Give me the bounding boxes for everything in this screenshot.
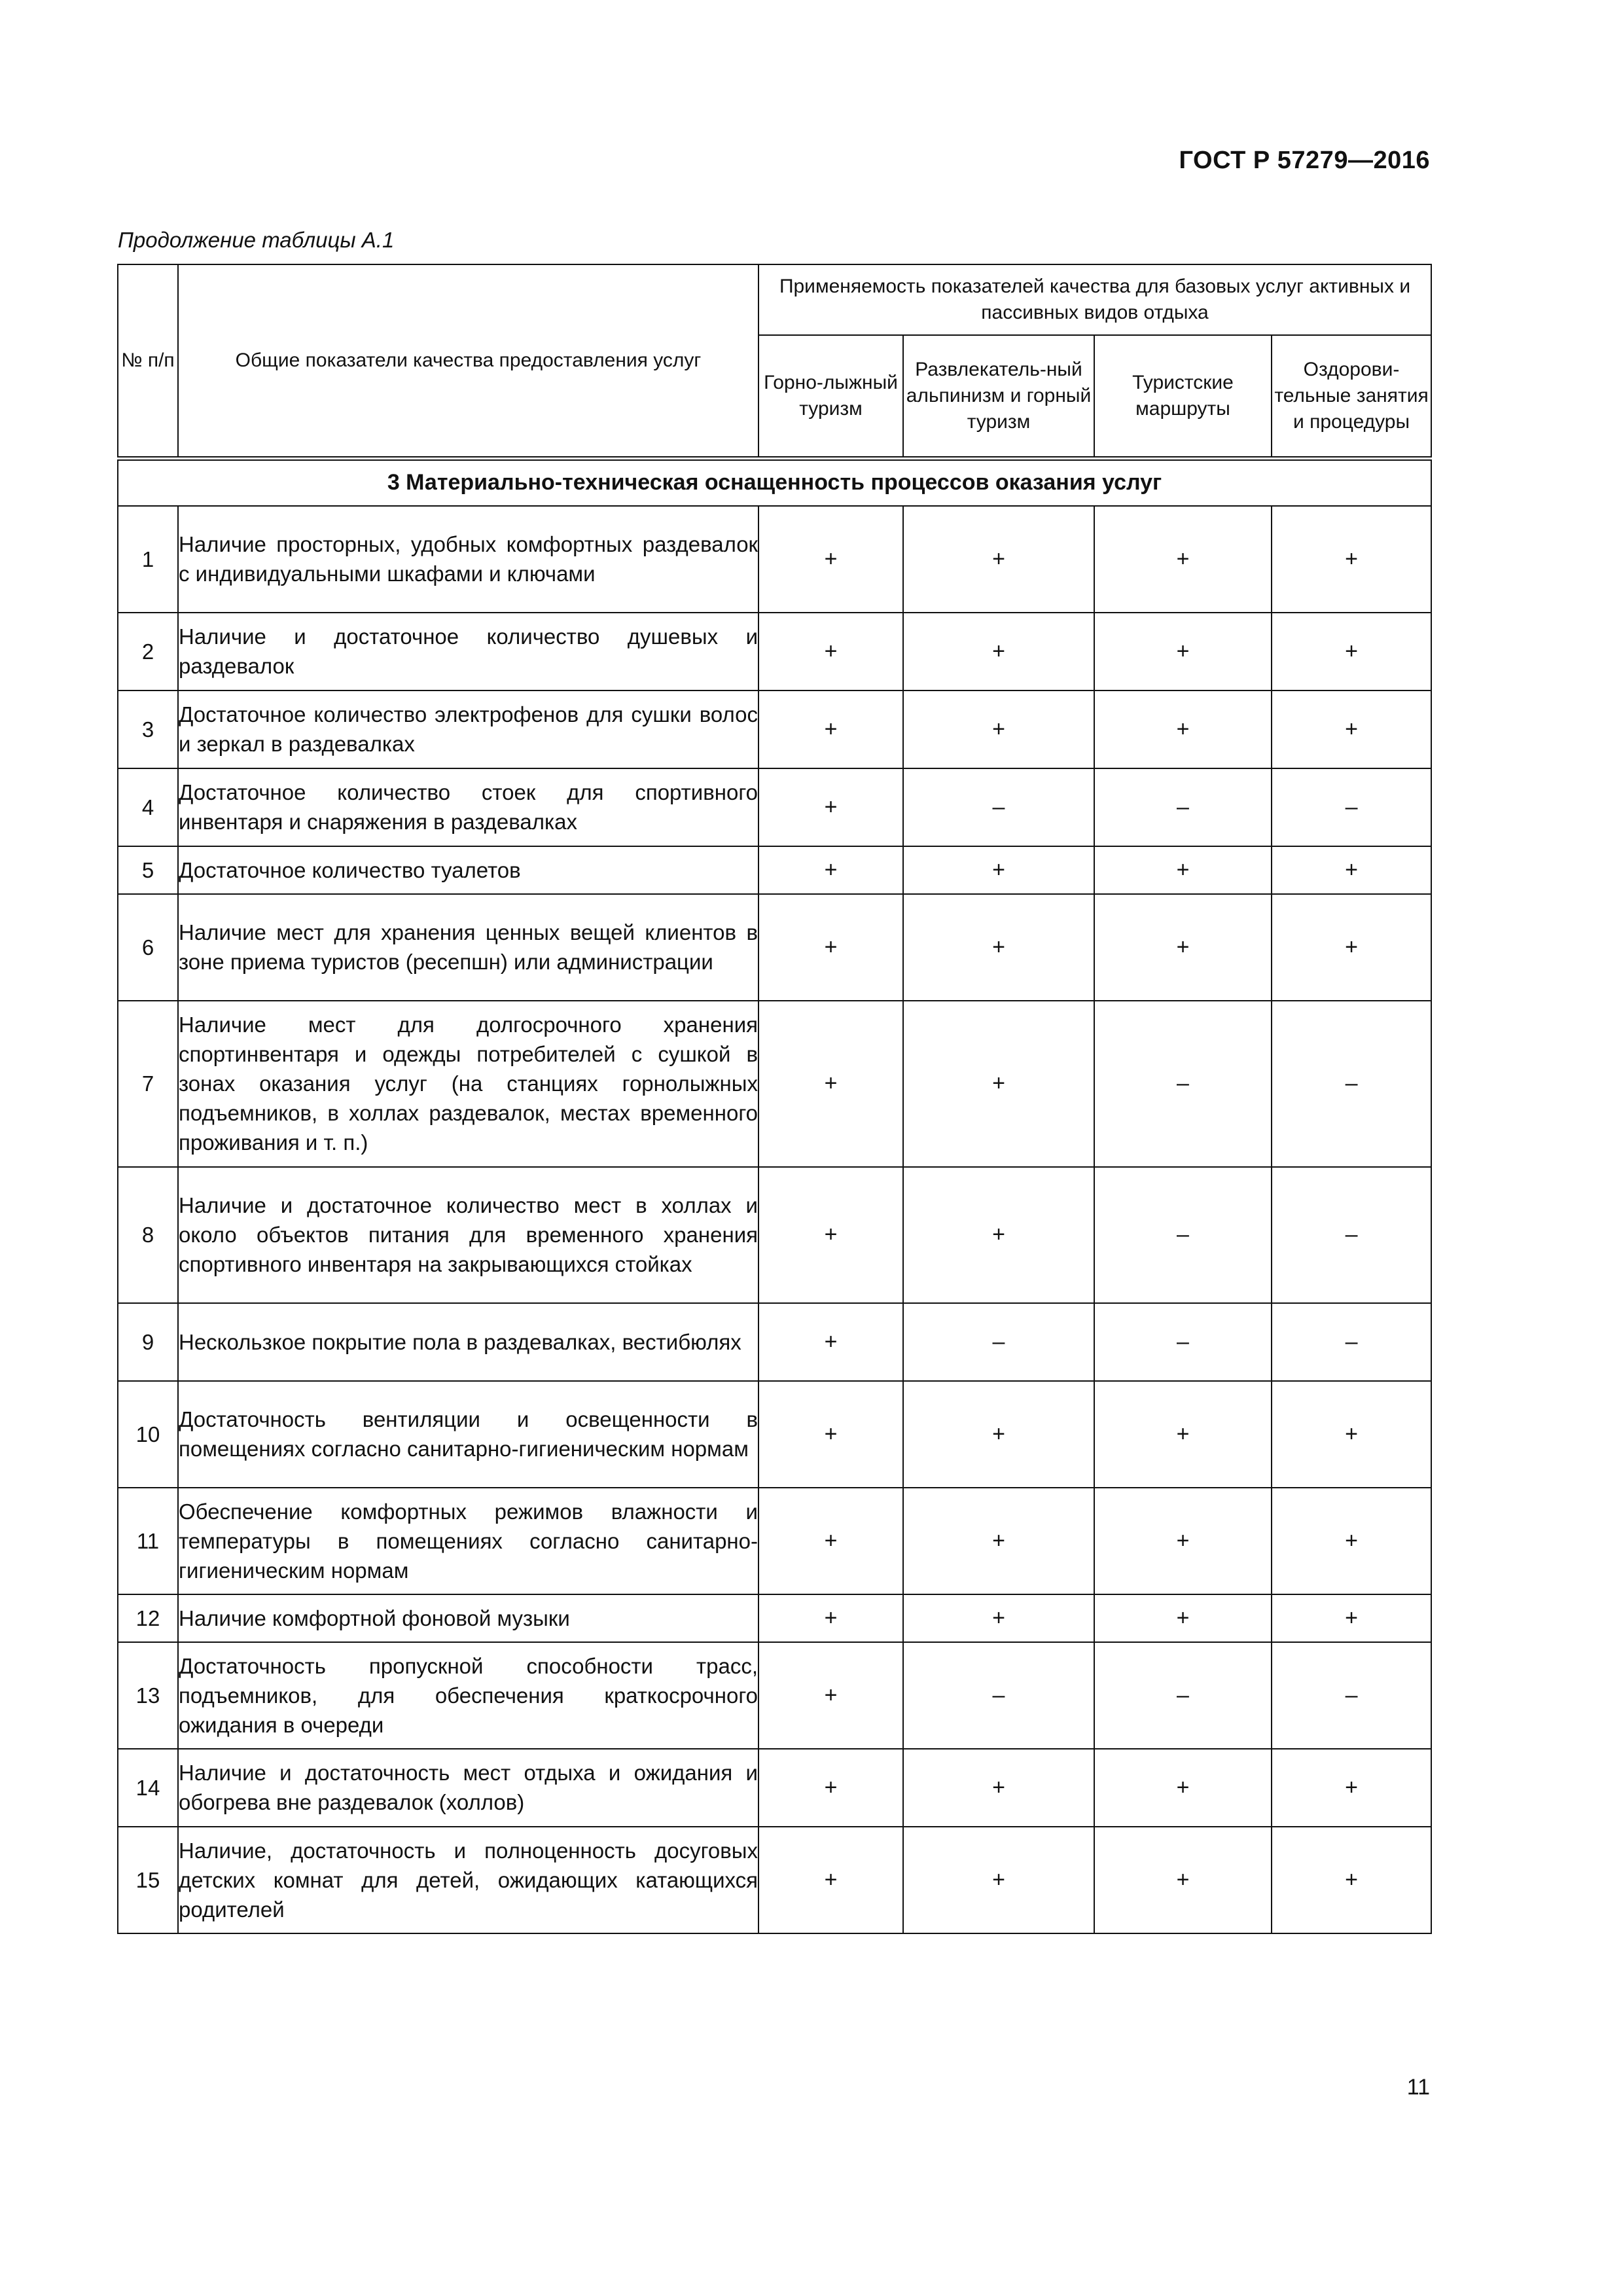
table-row: [118, 1303, 1431, 1381]
applicability-mark: –: [1094, 1642, 1272, 1749]
row-number: 8: [118, 1167, 178, 1303]
row-description: Достаточность вентиляции и освещенности в помещениях согласно санитарно-гигиеническим нормам: [178, 1381, 758, 1488]
column-header-ski-tourism: Горно-лыжный туризм: [758, 335, 903, 458]
applicability-mark: +: [1272, 506, 1431, 613]
applicability-mark: +: [903, 894, 1094, 1001]
document-code: ГОСТ Р 57279—2016: [1179, 147, 1430, 174]
row-number: 7: [118, 1001, 178, 1167]
row-description: Достаточное количество туалетов: [178, 846, 758, 894]
applicability-mark: +: [1094, 1381, 1272, 1488]
applicability-mark: +: [758, 1167, 903, 1303]
applicability-mark: +: [758, 1001, 903, 1167]
applicability-mark: +: [1094, 506, 1272, 613]
applicability-mark: +: [1094, 613, 1272, 691]
applicability-mark: +: [758, 1488, 903, 1594]
row-description: Наличие мест для хранения ценных вещей клиентов в зоне приема туристов (ресепшн) или администрации: [178, 894, 758, 1001]
applicability-mark: +: [758, 613, 903, 691]
row-number: 6: [118, 894, 178, 1001]
applicability-mark: –: [1094, 1167, 1272, 1303]
applicability-mark: –: [1272, 1001, 1431, 1167]
table-row: [118, 1488, 1431, 1594]
row-description: Достаточность пропускной способности трасс, подъемников, для обеспечения краткосрочного ожидания в очереди: [178, 1642, 758, 1749]
applicability-mark: +: [758, 1642, 903, 1749]
column-header-wellness: Оздорови-тельные занятия и процедуры: [1272, 335, 1431, 458]
applicability-mark: +: [1272, 1488, 1431, 1594]
applicability-mark: +: [903, 1001, 1094, 1167]
table-row: [118, 506, 1431, 613]
applicability-mark: +: [1094, 1827, 1272, 1933]
table-row: [118, 846, 1431, 894]
applicability-mark: +: [758, 846, 903, 894]
applicability-mark: +: [903, 1488, 1094, 1594]
row-number: 1: [118, 506, 178, 613]
row-number: 11: [118, 1488, 178, 1594]
row-description: Наличие мест для долгосрочного хранения спортинвентаря и одежды потребителей с сушкой в зонах оказания услуг (на станциях горнолыжных подъемников, в холлах раздевалок, местах временного проживания и т. п.): [178, 1001, 758, 1167]
applicability-mark: +: [1094, 846, 1272, 894]
row-number: 5: [118, 846, 178, 894]
applicability-mark: +: [903, 1167, 1094, 1303]
row-number: 15: [118, 1827, 178, 1933]
applicability-mark: +: [903, 691, 1094, 768]
quality-indicators-table: [117, 264, 1432, 1934]
applicability-mark: –: [1094, 1303, 1272, 1381]
table-row: [118, 1594, 1431, 1642]
table-row: [118, 1827, 1431, 1933]
applicability-mark: –: [1272, 1303, 1431, 1381]
applicability-mark: +: [758, 506, 903, 613]
applicability-mark: –: [1272, 768, 1431, 846]
applicability-mark: +: [903, 1749, 1094, 1827]
applicability-mark: +: [1272, 846, 1431, 894]
row-description: Наличие просторных, удобных комфортных раздевалок с индивидуальными шкафами и ключами: [178, 506, 758, 613]
applicability-mark: +: [1272, 1749, 1431, 1827]
applicability-mark: +: [758, 1594, 903, 1642]
applicability-mark: +: [903, 506, 1094, 613]
applicability-mark: +: [758, 768, 903, 846]
applicability-mark: +: [1094, 894, 1272, 1001]
applicability-mark: +: [1094, 1749, 1272, 1827]
applicability-mark: +: [903, 613, 1094, 691]
applicability-mark: –: [903, 768, 1094, 846]
table-row: [118, 1642, 1431, 1749]
applicability-mark: +: [758, 1827, 903, 1933]
applicability-mark: +: [903, 1594, 1094, 1642]
row-description: Наличие и достаточное количество душевых и раздевалок: [178, 613, 758, 691]
applicability-mark: +: [1094, 691, 1272, 768]
row-description: Достаточное количество стоек для спортивного инвентаря и снаряжения в раздевалках: [178, 768, 758, 846]
row-number: 12: [118, 1594, 178, 1642]
applicability-mark: +: [903, 1381, 1094, 1488]
section-title: 3 Материально-техническая оснащенность процессов оказания услуг: [118, 458, 1431, 506]
applicability-mark: –: [1094, 768, 1272, 846]
applicability-mark: +: [1272, 1827, 1431, 1933]
column-header-tourist-routes: Туристские маршруты: [1094, 335, 1272, 458]
row-description: Наличие комфортной фоновой музыки: [178, 1594, 758, 1642]
table-caption: Продолжение таблицы А.1: [118, 228, 395, 252]
applicability-mark: +: [1272, 894, 1431, 1001]
row-number: 13: [118, 1642, 178, 1749]
applicability-mark: +: [758, 691, 903, 768]
applicability-mark: +: [1272, 691, 1431, 768]
column-header-mountaineering: Развлекатель-ный альпинизм и горный туризм: [903, 335, 1094, 458]
applicability-mark: +: [758, 1749, 903, 1827]
applicability-mark: +: [1272, 1594, 1431, 1642]
table-row: [118, 894, 1431, 1001]
applicability-mark: –: [903, 1303, 1094, 1381]
applicability-mark: +: [758, 894, 903, 1001]
row-description: Наличие и достаточное количество мест в холлах и около объектов питания для временного хранения спортивного инвентаря на закрывающихся стойках: [178, 1167, 758, 1303]
column-group-header: Применяемость показателей качества для базовых услуг активных и пассивных видов отдыха: [758, 264, 1431, 335]
applicability-mark: +: [1272, 613, 1431, 691]
row-number: 4: [118, 768, 178, 846]
table-row: [118, 1749, 1431, 1827]
row-description: Обеспечение комфортных режимов влажности и температуры в помещениях согласно санитарно-гигиеническим нормам: [178, 1488, 758, 1594]
row-number: 9: [118, 1303, 178, 1381]
column-header-description: Общие показатели качества предоставления услуг: [178, 264, 758, 458]
table-row: [118, 1167, 1431, 1303]
applicability-mark: –: [1272, 1642, 1431, 1749]
table-row: [118, 613, 1431, 691]
table-row: [118, 691, 1431, 768]
applicability-mark: +: [758, 1381, 903, 1488]
table-row: [118, 1381, 1431, 1488]
applicability-mark: +: [1094, 1594, 1272, 1642]
applicability-mark: –: [1272, 1167, 1431, 1303]
row-number: 2: [118, 613, 178, 691]
applicability-mark: +: [1094, 1488, 1272, 1594]
row-description: Нескользкое покрытие пола в раздевалках, вестибюлях: [178, 1303, 758, 1381]
row-description: Достаточное количество электрофенов для сушки волос и зеркал в раздевалках: [178, 691, 758, 768]
column-header-number: № п/п: [118, 264, 178, 458]
row-number: 14: [118, 1749, 178, 1827]
applicability-mark: +: [903, 846, 1094, 894]
row-number: 3: [118, 691, 178, 768]
applicability-mark: +: [903, 1827, 1094, 1933]
row-number: 10: [118, 1381, 178, 1488]
applicability-mark: –: [903, 1642, 1094, 1749]
applicability-mark: +: [758, 1303, 903, 1381]
table-row: [118, 1001, 1431, 1167]
row-description: Наличие, достаточность и полноценность досуговых детских комнат для детей, ожидающих катающихся родителей: [178, 1827, 758, 1933]
applicability-mark: –: [1094, 1001, 1272, 1167]
applicability-mark: +: [1272, 1381, 1431, 1488]
page-number: 11: [1406, 2075, 1430, 2100]
row-description: Наличие и достаточность мест отдыха и ожидания и обогрева вне раздевалок (холлов): [178, 1749, 758, 1827]
table-row: [118, 768, 1431, 846]
